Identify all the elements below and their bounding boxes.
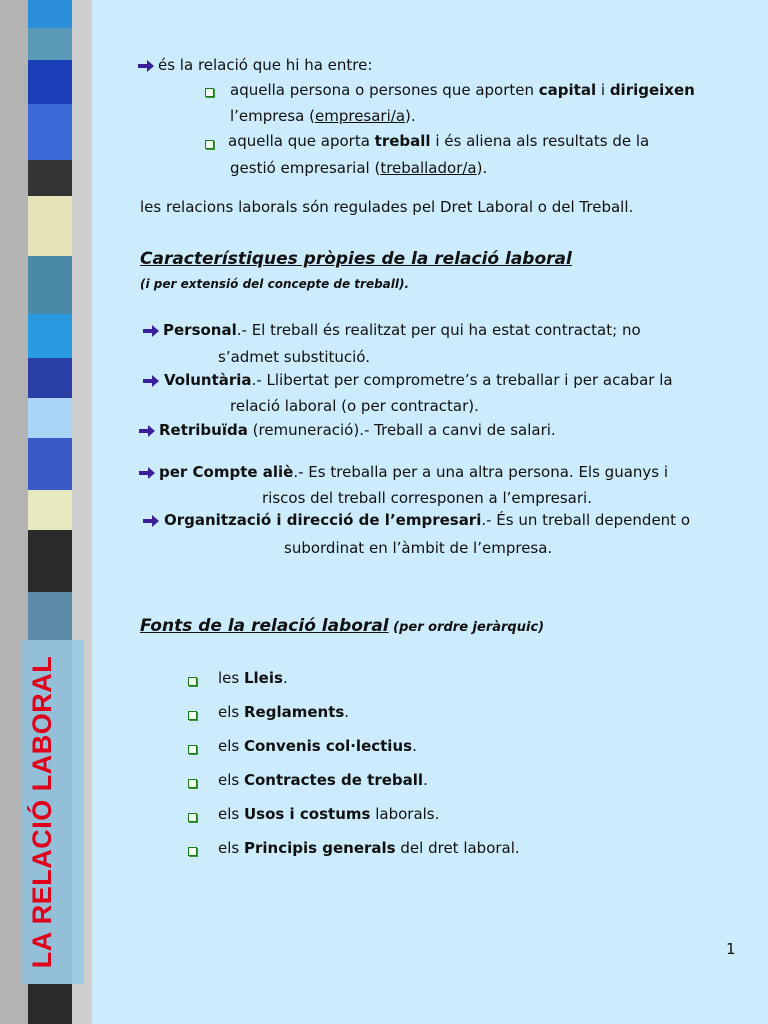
stripe-block (28, 530, 72, 592)
list-item (218, 838, 520, 858)
list-item (218, 736, 417, 756)
term-treball: treball (374, 132, 431, 150)
sources-heading-row (140, 616, 544, 636)
intro-item-2-cont (230, 158, 487, 178)
list-item (218, 668, 288, 688)
text: els (218, 805, 244, 823)
regulation-line: les relacions laborals són regulades pel Dret Laboral o del Treball. (140, 198, 634, 216)
list-item (218, 702, 349, 722)
term-compte-alie: per Compte aliè (159, 463, 294, 481)
text: aquella persona o persones que aporten (230, 81, 539, 99)
stripe-block (28, 60, 72, 104)
text: ). (476, 159, 488, 177)
arrow-right-icon (137, 59, 155, 73)
arrow-right-icon (142, 374, 160, 388)
square-bullet-icon (188, 847, 197, 856)
square-bullet-icon (188, 745, 197, 754)
intro-item-1 (230, 80, 695, 100)
intro-item-2 (228, 131, 649, 151)
text: els (218, 839, 244, 857)
sources-heading: Fonts de la relació laboral (140, 616, 389, 636)
term-personal: Personal (163, 321, 237, 339)
square-bullet-icon (205, 88, 214, 97)
characteristic-voluntaria-cont: relació laboral (o per contractar). (230, 397, 479, 415)
arrow-right-icon (138, 466, 156, 480)
text: del dret laboral. (395, 839, 520, 857)
text: (remuneració).- Treball a canvi de salari. (247, 421, 556, 439)
square-bullet-icon (188, 711, 197, 720)
text: .- És un treball dependent o (481, 511, 691, 529)
characteristic-personal-cont: s’admet substitució. (218, 348, 370, 366)
arrow-right-icon (138, 424, 156, 438)
stripe-block (28, 592, 72, 640)
characteristic-compte-alie-cont: riscos del treball corresponen a l’empresari. (262, 489, 592, 507)
text: .- Llibertat per comprometre’s a treballar i per acabar la (251, 371, 673, 389)
term-retribuida: Retribuïda (159, 421, 248, 439)
term-voluntaria: Voluntària (164, 371, 252, 389)
text: l’empresa ( (230, 107, 315, 125)
list-item (218, 804, 439, 824)
characteristics-heading: Característiques pròpies de la relació laboral (140, 249, 572, 269)
text: . (412, 737, 417, 755)
stripe-block (28, 398, 72, 438)
text: els (218, 771, 244, 789)
intro-item-1-cont (230, 106, 416, 126)
text: els (218, 737, 244, 755)
text: . (282, 669, 288, 687)
text: les (218, 669, 244, 687)
term-treballador: treballador/a (380, 159, 477, 177)
term: Lleis (243, 669, 283, 687)
characteristic-organitzacio-cont: subordinat en l’àmbit de l’empresa. (284, 539, 553, 557)
term-dirigeixen: dirigeixen (609, 81, 695, 99)
stripe-block (28, 984, 72, 1024)
stripe-block (28, 0, 72, 28)
vertical-title: LA RELACIÓ LABORAL (27, 655, 57, 969)
text: aquella que aporta (228, 132, 375, 150)
square-bullet-icon (188, 779, 197, 788)
text: .- Es treballa per a una altra persona. Els guanys i (293, 463, 669, 481)
text: gestió empresarial ( (230, 159, 381, 177)
arrow-right-icon (142, 324, 160, 338)
text: . (344, 703, 350, 721)
square-bullet-icon (188, 677, 197, 686)
stripe-block (28, 358, 72, 398)
arrow-right-icon (142, 514, 160, 528)
stripe-block (28, 490, 72, 530)
term: Reglaments (243, 703, 345, 721)
text: i és aliena als resultats de la (430, 132, 650, 150)
text: els (218, 703, 244, 721)
term: Principis generals (243, 839, 396, 857)
square-bullet-icon (188, 813, 197, 822)
characteristics-subheading: (i per extensió del concepte de treball). (140, 277, 410, 291)
text: . (423, 771, 428, 789)
characteristic-compte-alie (159, 462, 668, 482)
characteristic-organitzacio (164, 510, 690, 530)
list-item (218, 770, 428, 790)
stripe-block (28, 256, 72, 314)
intro-line: és la relació que hi ha entre: (158, 56, 373, 74)
characteristic-personal (163, 320, 641, 340)
stripe-block (28, 28, 72, 60)
term-empresari: empresari/a (315, 107, 406, 125)
vertical-title-panel (0, 640, 84, 984)
text: .- El treball és realitzat per qui ha estat contractat; no (236, 321, 641, 339)
term-organitzacio: Organització i direcció de l’empresari (164, 511, 482, 529)
characteristic-voluntaria (164, 370, 673, 390)
stripe-block (28, 196, 72, 256)
term: Contractes de treball (243, 771, 424, 789)
text: laborals. (370, 805, 440, 823)
term-capital: capital (538, 81, 597, 99)
square-bullet-icon (205, 140, 214, 149)
stripe-block (28, 314, 72, 358)
characteristic-retribuida (159, 420, 556, 440)
sources-heading-note: (per ordre jeràrquic) (388, 620, 545, 635)
term: Convenis col·lectius (243, 737, 413, 755)
stripe-block (28, 438, 72, 490)
text: i (596, 81, 610, 99)
term: Usos i costums (243, 805, 371, 823)
page-number: 1 (726, 940, 736, 958)
stripe-block (28, 160, 72, 196)
text: ). (405, 107, 416, 125)
stripe-block (28, 104, 72, 160)
